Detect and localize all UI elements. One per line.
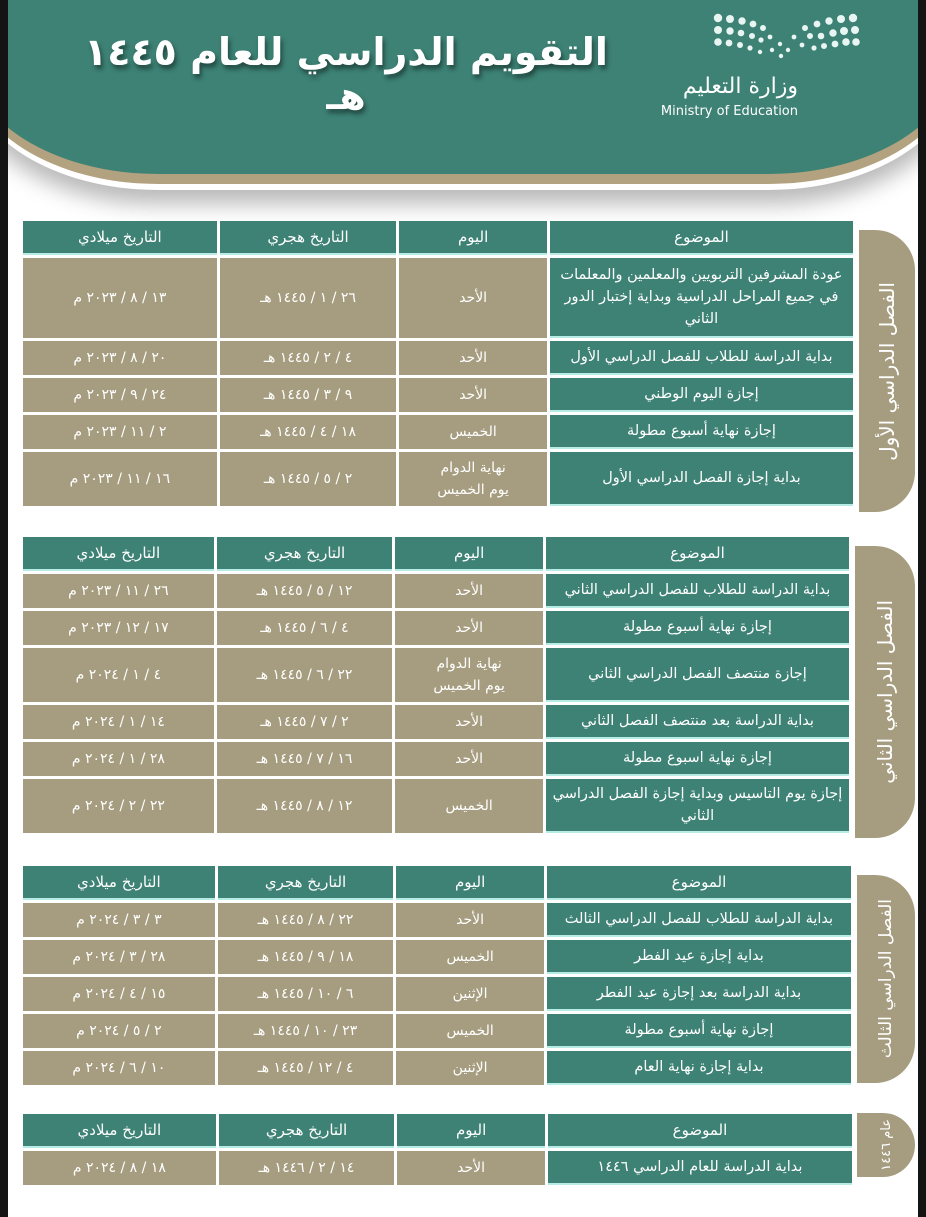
cell-gregorian: ٢٤ / ٩ / ٢٠٢٣ م	[23, 378, 217, 412]
cell-day: الأحد	[395, 705, 543, 739]
cell-hijri: ٤ / ١٢ / ١٤٤٥ هـ	[218, 1051, 394, 1085]
cell-day: الإثنين	[396, 977, 544, 1011]
table-row	[23, 574, 849, 608]
calendar-table	[20, 1111, 855, 1188]
table-row	[23, 378, 853, 412]
section-year-1446	[20, 1111, 915, 1187]
section-third-semester	[20, 863, 915, 1085]
cell-topic: إجازة نهاية أسبوع مطولة	[546, 611, 849, 645]
column-header-hijri: التاريخ هجري	[220, 221, 397, 255]
cell-hijri: ١٨ / ٤ / ١٤٤٥ هـ	[220, 415, 397, 449]
table-row	[23, 742, 849, 776]
table-row	[23, 415, 853, 449]
cell-topic: إجازة اليوم الوطني	[550, 378, 853, 412]
table-row	[23, 705, 849, 739]
section-label: عام ١٤٤٦	[878, 1119, 894, 1171]
cell-gregorian: ٢٠ / ٨ / ٢٠٢٣ م	[23, 341, 217, 375]
table-row	[23, 779, 849, 833]
table-row	[23, 903, 851, 937]
section-label: الفصل الدراسي الثالث	[876, 899, 896, 1059]
column-header-gregorian: التاريخ ميلادي	[23, 866, 215, 900]
table-row	[23, 452, 853, 506]
column-header-topic: الموضوع	[548, 1114, 852, 1148]
cell-day: الأحد	[397, 1151, 545, 1185]
table-header-row	[23, 866, 851, 900]
ministry-dots-logo-icon	[710, 12, 860, 72]
cell-hijri: ١٤ / ٢ / ١٤٤٦ هـ	[219, 1151, 395, 1185]
section-second-semester	[20, 534, 915, 844]
cell-day: الأحد	[395, 611, 543, 645]
cell-hijri: ٢٣ / ١٠ / ١٤٤٥ هـ	[218, 1014, 394, 1048]
calendar-table	[20, 534, 852, 836]
cell-hijri: ٦ / ١٠ / ١٤٤٥ هـ	[218, 977, 394, 1011]
ministry-name-ar: وزارة التعليم	[682, 74, 798, 99]
column-header-day: اليوم	[397, 1114, 545, 1148]
section-first-semester	[20, 218, 915, 514]
cell-gregorian: ١٥ / ٤ / ٢٠٢٤ م	[23, 977, 215, 1011]
cell-day: الخميس	[399, 415, 547, 449]
calendar-table	[20, 218, 856, 509]
cell-hijri: ١٢ / ٨ / ١٤٤٥ هـ	[217, 779, 393, 833]
cell-gregorian: ١٤ / ١ / ٢٠٢٤ م	[23, 705, 214, 739]
table-row	[23, 611, 849, 645]
table-header-row	[23, 1114, 852, 1148]
cell-topic: بداية الدراسة للطلاب للفصل الدراسي الأول	[550, 341, 853, 375]
table-row	[23, 1014, 851, 1048]
cell-day: الإثنين	[396, 1051, 544, 1085]
cell-gregorian: ١٠ / ٦ / ٢٠٢٤ م	[23, 1051, 215, 1085]
section-label-tab	[857, 1113, 915, 1177]
cell-hijri: ٢ / ٥ / ١٤٤٥ هـ	[220, 452, 397, 506]
cell-hijri: ١٢ / ٥ / ١٤٤٥ هـ	[217, 574, 393, 608]
cell-gregorian: ٣ / ٣ / ٢٠٢٤ م	[23, 903, 215, 937]
cell-topic: عودة المشرفين التربويين والمعلمين والمعلمات في جميع المراحل الدراسية وبداية إختبار الدور الثاني	[550, 258, 853, 338]
cell-hijri: ٢٢ / ٦ / ١٤٤٥ هـ	[217, 648, 393, 702]
cell-gregorian: ٢٢ / ٢ / ٢٠٢٤ م	[23, 779, 214, 833]
cell-hijri: ٢٢ / ٨ / ١٤٤٥ هـ	[218, 903, 394, 937]
table-row	[23, 341, 853, 375]
table-header-row	[23, 537, 849, 571]
table-row	[23, 977, 851, 1011]
column-header-hijri: التاريخ هجري	[218, 866, 394, 900]
column-header-hijri: التاريخ هجري	[217, 537, 393, 571]
cell-gregorian: ٢٦ / ١١ / ٢٠٢٣ م	[23, 574, 214, 608]
ministry-name-en: Ministry of Education	[660, 104, 798, 119]
cell-topic: بداية إجازة الفصل الدراسي الأول	[550, 452, 853, 506]
cell-topic: بداية الدراسة بعد منتصف الفصل الثاني	[546, 705, 849, 739]
table-header-row	[23, 221, 853, 255]
section-label-tab	[857, 875, 915, 1083]
column-header-gregorian: التاريخ ميلادي	[23, 221, 217, 255]
cell-topic: إجازة نهاية اسبوع مطولة	[546, 742, 849, 776]
section-label: الفصل الدراسي الثاني	[873, 600, 897, 784]
column-header-day: اليوم	[395, 537, 543, 571]
section-label-tab	[859, 230, 915, 512]
cell-day: الأحد	[395, 742, 543, 776]
cell-day: الخميس	[395, 779, 543, 833]
column-header-day: اليوم	[399, 221, 547, 255]
column-header-topic: الموضوع	[550, 221, 853, 255]
column-header-topic: الموضوع	[547, 866, 851, 900]
cell-topic: بداية الدراسة للطلاب للفصل الدراسي الثالث	[547, 903, 851, 937]
cell-day: نهاية الدوام يوم الخميس	[395, 648, 543, 702]
cell-day: الخميس	[396, 940, 544, 974]
column-header-gregorian: التاريخ ميلادي	[23, 1114, 216, 1148]
column-header-hijri: التاريخ هجري	[219, 1114, 395, 1148]
calendar-table	[20, 863, 854, 1088]
table-row	[23, 940, 851, 974]
cell-gregorian: ٢٨ / ٣ / ٢٠٢٤ م	[23, 940, 215, 974]
cell-topic: إجازة منتصف الفصل الدراسي الثاني	[546, 648, 849, 702]
cell-gregorian: ١٧ / ١٢ / ٢٠٢٣ م	[23, 611, 214, 645]
cell-topic: بداية الدراسة بعد إجازة عيد الفطر	[547, 977, 851, 1011]
ministry-logo	[638, 12, 888, 122]
cell-hijri: ١٨ / ٩ / ١٤٤٥ هـ	[218, 940, 394, 974]
cell-gregorian: ٤ / ١ / ٢٠٢٤ م	[23, 648, 214, 702]
cell-day: الأحد	[399, 341, 547, 375]
cell-topic: بداية الدراسة للطلاب للفصل الدراسي الثاني	[546, 574, 849, 608]
cell-gregorian: ٢٨ / ١ / ٢٠٢٤ م	[23, 742, 214, 776]
cell-gregorian: ١٦ / ١١ / ٢٠٢٣ م	[23, 452, 217, 506]
cell-day: نهاية الدوام يوم الخميس	[399, 452, 547, 506]
column-header-topic: الموضوع	[546, 537, 849, 571]
cell-gregorian: ١٣ / ٨ / ٢٠٢٣ م	[23, 258, 217, 338]
cell-hijri: ٢٦ / ١ / ١٤٤٥ هـ	[220, 258, 397, 338]
cell-gregorian: ٢ / ٥ / ٢٠٢٤ م	[23, 1014, 215, 1048]
table-row	[23, 1151, 852, 1185]
cell-gregorian: ١٨ / ٨ / ٢٠٢٤ م	[23, 1151, 216, 1185]
cell-hijri: ١٦ / ٧ / ١٤٤٥ هـ	[217, 742, 393, 776]
cell-hijri: ٢ / ٧ / ١٤٤٥ هـ	[217, 705, 393, 739]
cell-day: الأحد	[395, 574, 543, 608]
cell-topic: إجازة يوم التاسيس وبداية إجازة الفصل الدراسي الثاني	[546, 779, 849, 833]
cell-day: الخميس	[396, 1014, 544, 1048]
table-row	[23, 648, 849, 702]
cell-topic: إجازة نهاية أسبوع مطولة	[550, 415, 853, 449]
column-header-gregorian: التاريخ ميلادي	[23, 537, 214, 571]
section-label: الفصل الدراسي الأول	[875, 281, 899, 461]
table-row	[23, 258, 853, 338]
cell-hijri: ٩ / ٣ / ١٤٤٥ هـ	[220, 378, 397, 412]
cell-day: الأحد	[399, 258, 547, 338]
cell-topic: بداية إجازة عيد الفطر	[547, 940, 851, 974]
cell-day: الأحد	[399, 378, 547, 412]
column-header-day: اليوم	[396, 866, 544, 900]
cell-day: الأحد	[396, 903, 544, 937]
section-label-tab	[855, 546, 915, 838]
table-row	[23, 1051, 851, 1085]
cell-topic: إجازة نهاية أسبوع مطولة	[547, 1014, 851, 1048]
cell-topic: بداية الدراسة للعام الدراسي ١٤٤٦	[548, 1151, 852, 1185]
cell-gregorian: ٢ / ١١ / ٢٠٢٣ م	[23, 415, 217, 449]
cell-hijri: ٤ / ٦ / ١٤٤٥ هـ	[217, 611, 393, 645]
page-title: التقويم الدراسي للعام ١٤٤٥ هـ	[84, 30, 608, 118]
cell-topic: بداية إجازة نهاية العام	[547, 1051, 851, 1085]
cell-hijri: ٤ / ٢ / ١٤٤٥ هـ	[220, 341, 397, 375]
calendar-page	[8, 0, 918, 1217]
